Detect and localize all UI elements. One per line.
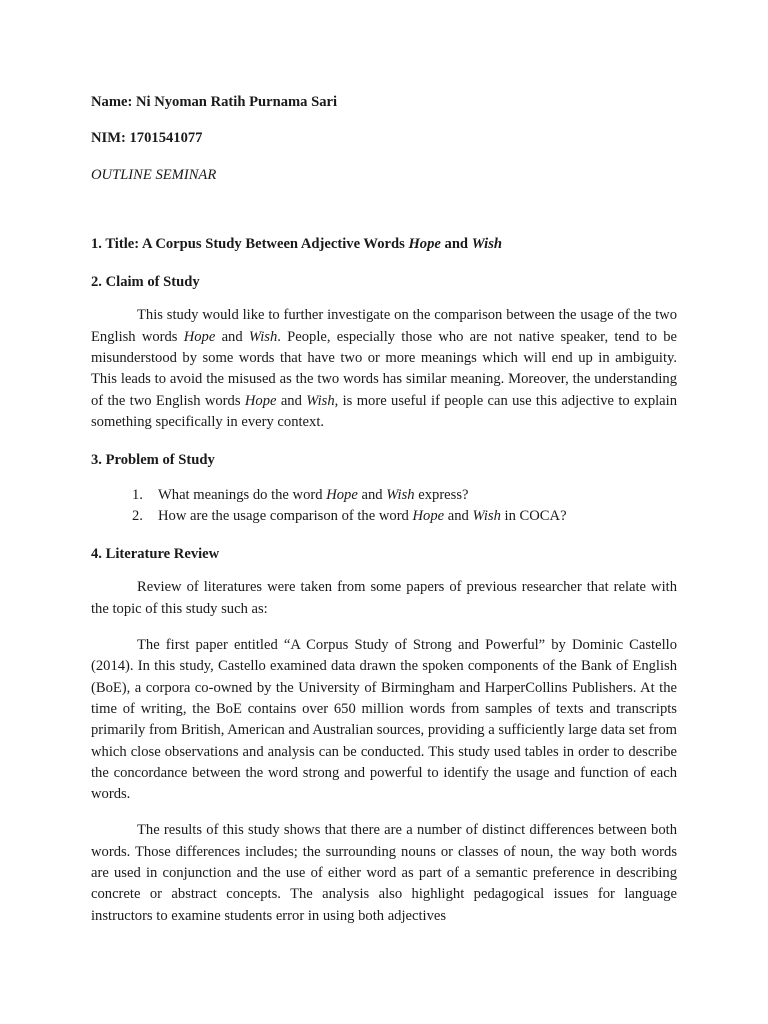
- literature-heading: 4. Literature Review: [91, 546, 220, 563]
- first-paper-paragraph: The first paper entitled “A Corpus Study of Strong and Powerful” by Dominic Castello (2014). In this study, Castello examined data drawn the spoken components of the Bank of English (BoE), a corpora co-owned by the University of Birmingham and HarperCollins Publishers. At the time of writing, the BoE contains over 650 million words from samples of texts and transcripts primarily from British, American and Australian sources, providing a sufficiently large data set from which close observations and analysis can be conducted. This study used tables in order to describe the concordance between the word strong and powerful to identify the usage and function of each words.: [91, 637, 677, 803]
- list-item-text: What meanings do the word Hope and Wish express?: [158, 486, 469, 503]
- claim-text-4: and: [276, 392, 307, 409]
- student-nim: NIM: 1701541077: [91, 130, 203, 147]
- title-word-hope: Hope: [408, 235, 441, 252]
- claim-hope: Hope: [183, 328, 216, 345]
- list-item: [132, 485, 677, 506]
- section-title: [91, 234, 677, 255]
- results-paragraph: The results of this study shows that there are a number of distinct differences between both words. Those differences includes; the surrounding nouns or classes of noun, the way both words are used in conjunction and the use of either word as part of a semantic preference in describing concrete or abstract concepts. The analysis also highlight pedagogical issues for language instructors to examine students error in using both adjectives: [91, 822, 677, 924]
- title-prefix: 1. Title: A Corpus Study Between Adjective Words: [91, 235, 409, 252]
- student-name: Name: Ni Nyoman Ratih Purnama Sari: [91, 94, 338, 110]
- problem-list: [91, 485, 677, 528]
- claim-text-5: , is more useful if people can use this adjective to explain something specifically in every context.: [91, 392, 678, 430]
- document-type: OUTLINE SEMINAR: [91, 166, 217, 183]
- problem-heading: 3. Problem of Study: [91, 452, 215, 469]
- list-item-text: How are the usage comparison of the word Hope and Wish in COCA?: [158, 507, 567, 524]
- claim-paragraph: [91, 305, 677, 433]
- claim-text-2: and: [215, 328, 249, 345]
- document-content: [91, 92, 677, 927]
- claim-text-1: This study would like to further investigate on the comparison between the usage of the two English words: [91, 307, 677, 345]
- claim-text-3: . People, especially those who are not native speaker, tend to be misunderstood by some words that have two or more meanings which will end up in ambiguity. This leads to avoid the misused as the two words has similar meaning. Moreover, the understanding of the two English words: [91, 328, 678, 409]
- claim-wish: Wish: [248, 328, 278, 345]
- claim-wish-2: Wish: [306, 392, 335, 409]
- claim-hope-2: Hope: [244, 392, 277, 409]
- title-and: and: [440, 235, 472, 252]
- title-word-wish: Wish: [471, 235, 502, 252]
- list-number: 1.: [132, 486, 143, 503]
- list-number: 2.: [132, 507, 143, 524]
- list-item: [132, 506, 677, 527]
- literature-intro-paragraph: Review of literatures were taken from some papers of previous researcher that relate with the topic of this study such as:: [91, 579, 677, 617]
- claim-heading: 2. Claim of Study: [91, 274, 200, 291]
